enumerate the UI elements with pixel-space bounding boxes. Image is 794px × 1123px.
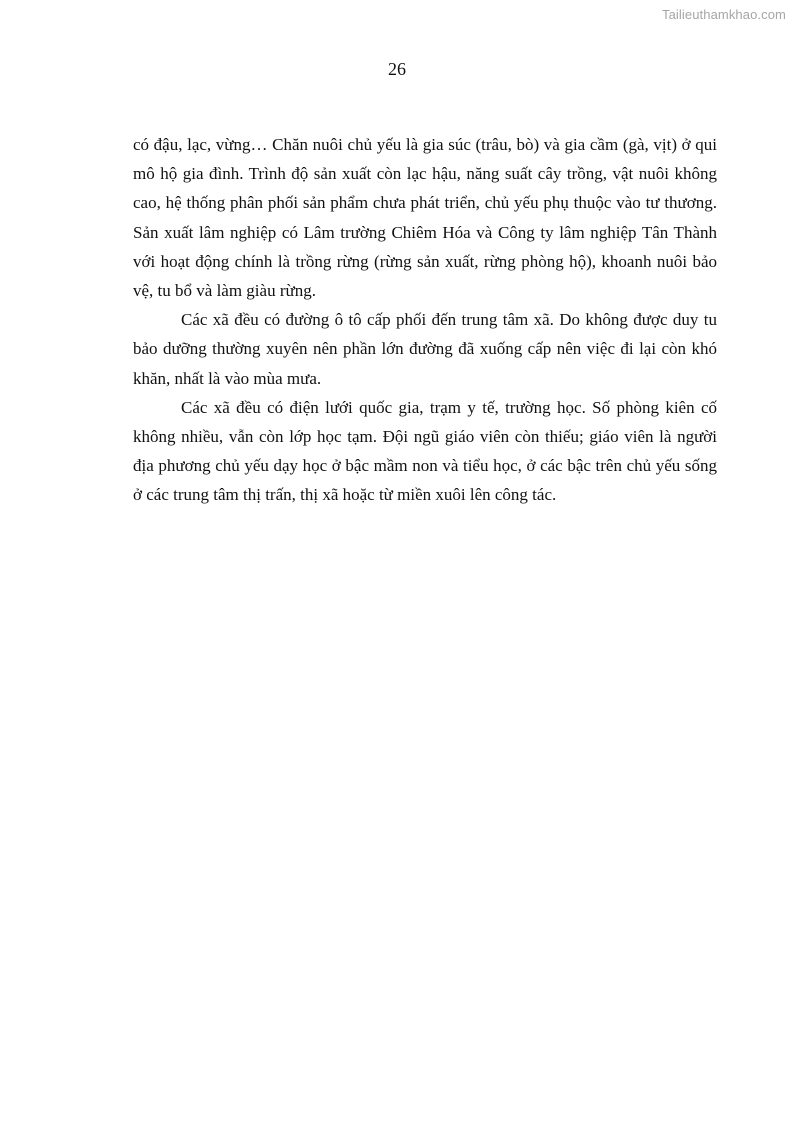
paragraph-2: Các xã đều có đường ô tô cấp phối đến trung tâm xã. Do không được duy tu bảo dưỡng thường xuyên nên phần lớn đường đã xuống cấp nên việc đi lại còn khó khăn, nhất là vào mùa mưa. — [133, 310, 717, 388]
page-number: 26 — [388, 59, 406, 79]
paragraph-3: Các xã đều có điện lưới quốc gia, trạm y tế, trường học. Số phòng kiên cố không nhiều, vẫn còn lớp học tạm. Đội ngũ giáo viên còn thiếu; giáo viên là người địa phương chủ yếu dạy học ở bậc mầm non và tiểu học, ở các bậc trên chủ yếu sống ở các trung tâm thị trấn, thị xã hoặc từ miền xuôi lên công tác. — [133, 397, 717, 505]
document-body — [133, 130, 717, 510]
watermark-text: Tailieuthamkhao.com — [661, 7, 786, 22]
paragraph-1: có đậu, lạc, vừng… Chăn nuôi chủ yếu là gia súc (trâu, bò) và gia cầm (gà, vịt) ở qui mô hộ gia đình. Trình độ sản xuất còn lạc hậu, năng suất cây trồng, vật nuôi không cao, hệ thống phân phối sản phẩm chưa phát triển, chủ yếu phụ thuộc vào tư thương. Sản xuất lâm nghiệp có Lâm trường Chiêm Hóa và Công ty lâm nghiệp Tân Thành với hoạt động chính là trồng rừng (rừng sản xuất, rừng phòng hộ), khoanh nuôi bảo vệ, tu bổ và làm giàu rừng. — [133, 135, 717, 301]
